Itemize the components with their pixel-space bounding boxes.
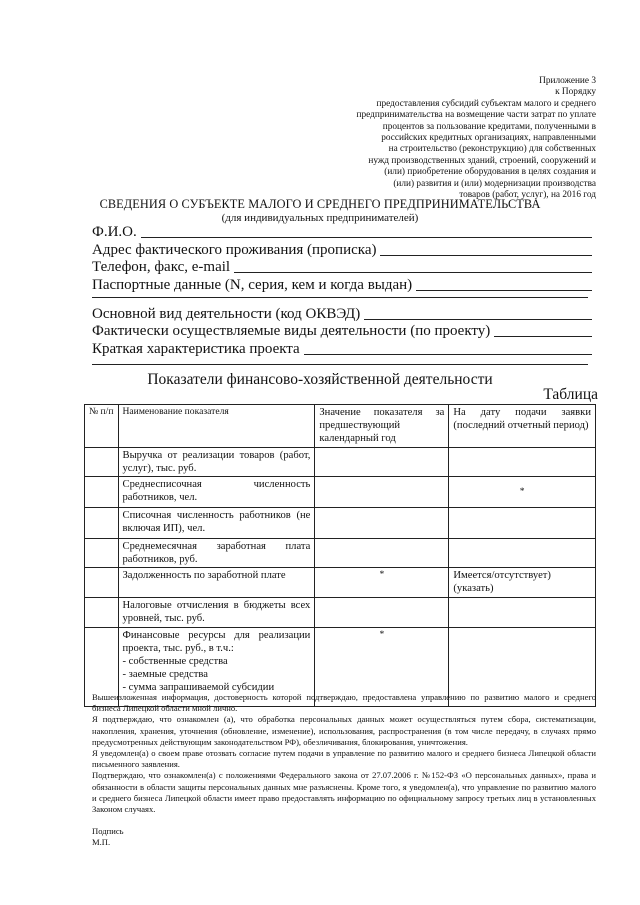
note-paragraph: Я уведомлен(а) о своем праве отозвать согласие путем подачи в управление по развитию малого и среднего бизнеса Липецкой области письменного заявления.	[92, 748, 596, 770]
field-actual-activities[interactable]	[92, 321, 592, 340]
table-row	[85, 477, 596, 508]
cell-number	[85, 568, 119, 598]
appendix-line: (или) развития и (или) модернизации производства	[393, 178, 596, 189]
cell-prev-year[interactable]: *	[315, 628, 449, 707]
fill-line[interactable]	[92, 364, 588, 365]
cell-indicator: Налоговые отчисления в бюджеты всех уровней, тыс. руб.	[118, 598, 315, 628]
fill-line	[304, 353, 592, 355]
cell-number	[85, 598, 119, 628]
table-row	[85, 598, 596, 628]
signature-label: Подпись	[92, 826, 124, 836]
cell-indicator: Среднесписочная численность работников, чел.	[118, 477, 315, 508]
appendix-line: процентов за пользование кредитами, полученными в	[382, 121, 596, 132]
field-project-summary[interactable]	[92, 339, 592, 358]
document-title: СВЕДЕНИЯ О СУБЪЕКТЕ МАЛОГО И СРЕДНЕГО ПРЕДПРИНИМАТЕЛЬСТВА	[99, 197, 541, 211]
header-indicator: Наименование показателя	[118, 405, 315, 448]
appendix-line: Приложение 3	[539, 76, 596, 86]
field-label: Краткая характеристика проекта	[92, 341, 300, 357]
cell-prev-year[interactable]	[315, 477, 449, 508]
cell-indicator: Задолженность по заработной плате	[118, 568, 315, 598]
field-label: Ф.И.О.	[92, 224, 137, 240]
field-label: Фактически осуществляемые виды деятельности (по проекту)	[92, 323, 491, 339]
field-label: Телефон, факс, e-mail	[92, 259, 231, 275]
table-label: Таблица	[543, 386, 598, 403]
note-paragraph: Подтверждаю, что ознакомлен(а) с положениями Федерального закона от 27.07.2006 г. №152-ФЗ «О персональных данных», права и обязанности в области защиты персональных данных мне разъяснены. Кроме того, я уведомлен(а), что управление по развитию малого и среднего бизнеса Липецкой области имеет право предоставлять информацию по официальному запросу третьих лиц в установленных Законом случаях.	[92, 770, 596, 815]
cell-on-date[interactable]	[449, 448, 596, 477]
field-label: Основной вид деятельности (код ОКВЭД)	[92, 306, 361, 322]
fill-line	[416, 289, 592, 291]
appendix-reference	[296, 76, 596, 201]
section-heading: Показатели финансово-хозяйственной деятельности	[147, 371, 493, 388]
appendix-line: к Порядку	[555, 87, 596, 98]
table-row	[85, 539, 596, 568]
cell-prev-year[interactable]: *	[315, 568, 449, 598]
appendix-line: предоставления субсидий субъектам малого и среднего	[376, 98, 596, 109]
cell-on-date[interactable]	[449, 598, 596, 628]
cell-indicator: Списочная численность работников (не включая ИП), чел.	[118, 508, 315, 539]
field-contacts[interactable]	[92, 257, 592, 276]
field-passport[interactable]	[92, 275, 592, 294]
financial-table	[84, 404, 596, 707]
consent-notes	[92, 692, 596, 815]
indicator-subitem: - собственные средства	[122, 656, 228, 667]
indicator-text: Финансовые ресурсы для реализации проекта, тыс. руб., в т.ч.:	[122, 630, 311, 654]
indicator-subitem: - сумма запрашиваемой субсидии	[122, 682, 275, 693]
cell-number	[85, 508, 119, 539]
fill-line	[494, 335, 592, 337]
signature-block	[92, 826, 124, 848]
appendix-line: товаров (работ, услуг), на 2016 год	[459, 190, 596, 201]
document-subtitle: (для индивидуальных предпринимателей)	[221, 212, 419, 224]
indicator-subitem: - заемные средства	[122, 669, 208, 680]
header-on-date: На дату подачи заявки (последний отчетный период)	[449, 405, 596, 448]
seal-label: М.П.	[92, 837, 111, 848]
appendix-line: на строительство (реконструкцию) для собственных	[388, 144, 596, 155]
field-full-name[interactable]	[92, 222, 592, 241]
table-row	[85, 508, 596, 539]
field-label: Адрес фактического проживания (прописка)	[92, 242, 377, 258]
table-row	[85, 448, 596, 477]
cell-prev-year[interactable]	[315, 448, 449, 477]
table-row	[85, 568, 596, 598]
appendix-line: нужд производственных зданий, строений, сооружений и	[368, 155, 596, 166]
cell-number	[85, 477, 119, 508]
note-paragraph: Я подтверждаю, что ознакомлен (а), что обработка персональных данных может осуществляться путем сбора, систематизации, накопления, хранения, уточнения (обновление, изменение), использования, распространения (в том числе передачу, в случаях прямо предусмотренных действующим законодательством РФ), обезличивания, блокирования, уничтожения.	[92, 714, 596, 747]
appendix-line: российских кредитных организациях, направленными	[381, 133, 596, 144]
table-header-row	[85, 405, 596, 448]
cell-indicator: Среднемесячная заработная плата работников, руб.	[118, 539, 315, 568]
fill-line	[234, 271, 592, 273]
cell-indicator: Выручка от реализации товаров (работ, услуг), тыс. руб.	[118, 448, 315, 477]
fill-line	[364, 318, 592, 320]
cell-prev-year[interactable]	[315, 539, 449, 568]
cell-prev-year[interactable]	[315, 508, 449, 539]
cell-number	[85, 539, 119, 568]
cell-prev-year[interactable]	[315, 598, 449, 628]
cell-number	[85, 448, 119, 477]
fill-line	[141, 236, 592, 238]
fill-line	[380, 254, 592, 256]
fill-line[interactable]	[92, 297, 588, 298]
cell-on-date[interactable]	[449, 539, 596, 568]
header-prev-year: Значение показателя за предшествующий календарный год	[315, 405, 449, 448]
cell-on-date[interactable]: Имеется/отсутствует) (указать)	[449, 568, 596, 598]
note-paragraph: Вышеизложенная информация, достоверность которой подтверждаю, предоставлена управлению по развитию малого и среднего бизнеса Липецкой области мной лично.	[92, 692, 596, 714]
cell-on-date[interactable]: *	[449, 477, 596, 508]
cell-on-date[interactable]	[449, 508, 596, 539]
header-number: № п/п	[85, 405, 119, 448]
appendix-line: предпринимательства на возмещение части затрат по уплате	[356, 110, 596, 121]
appendix-line: (или) приобретение оборудования в целях создания и	[384, 167, 596, 178]
field-label: Паспортные данные (N, серия, кем и когда выдан)	[92, 277, 413, 293]
